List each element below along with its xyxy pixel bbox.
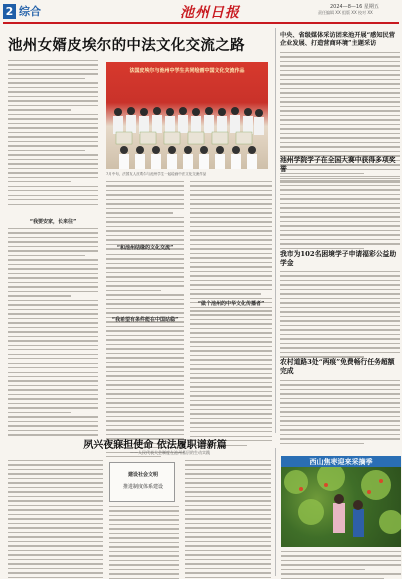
right-mid1-headline: 池州学院学子在全国大赛中获得多项奖誉: [280, 156, 396, 173]
column-divider: [275, 448, 276, 576]
right-mid2-headline: 我市为102名困境学子申请福彩公益助学金: [280, 250, 397, 267]
main-story-column-1: [8, 60, 98, 208]
editor-line: 责任编辑 XX 组版 XX 校对 XX: [318, 10, 373, 15]
right-mid1-body: [280, 176, 400, 252]
newspaper-logo: 池州日报: [180, 5, 240, 21]
photo-caption: 7月中旬，法国友人皮埃尔与池州学生一起绘画中法文化交流作品: [106, 172, 207, 176]
right-top-headline: 中央、省级媒体采访团来池开展“感知民营企业发展、打造营商环境”主题采访: [280, 32, 395, 47]
sidebar-box-title: 建设社会文明: [127, 472, 158, 478]
main-story-column-3: [190, 181, 272, 316]
main-story-column-2: [106, 181, 184, 253]
right-mid3-body: [280, 380, 400, 447]
sidebar-box-subtitle: 推进制度体系建设: [122, 484, 163, 490]
main-story-column-1b: [8, 228, 98, 439]
subhead-3: “我希望有条件能在中国站稳”: [111, 317, 179, 323]
subhead-4: “做个池州的中华文化传播者”: [197, 301, 265, 307]
orchard-title: 西山焦枣迎来采摘季: [281, 456, 401, 468]
bottom-subline: ——人民代表大会制度在池州基层的生动实践: [130, 450, 210, 455]
masthead-rule: [3, 22, 399, 24]
subhead-2: “和池州结缘的文化交流”: [116, 245, 174, 251]
orchard-photo: [281, 467, 401, 547]
main-story-column-3b: [190, 310, 272, 449]
subhead-1: “我要安家，长来往”: [29, 219, 77, 225]
orchard-photo-art: [281, 467, 401, 547]
orchard-caption-lines: [281, 551, 401, 579]
issue-date: 2024—8—16 星期五: [330, 4, 379, 10]
right-mid3-headline: 农村道路3处“两痕”免费畅行任务超额完成: [280, 358, 395, 375]
bottom-headline: 夙兴夜寐担使命 依法履职谱新篇: [83, 440, 227, 451]
section-title: 综合: [19, 5, 41, 18]
group-photo: [106, 62, 268, 169]
sidebar-box: [109, 462, 175, 502]
main-headline: 池州女婿皮埃尔的中法文化交流之路: [8, 37, 245, 54]
page-number: 2: [3, 4, 16, 19]
people-silhouettes: [106, 102, 268, 169]
right-mid2-body: [280, 271, 400, 361]
masthead: [0, 0, 402, 24]
bottom-column-2: [109, 506, 179, 579]
bottom-column-1: [8, 460, 103, 579]
bottom-column-3: [185, 460, 271, 579]
column-divider: [275, 28, 276, 433]
main-story-column-2b: [106, 254, 184, 326]
photo-banner-text: 法国皮埃尔与池州中学生共同绘画中国文化交流作品: [129, 68, 245, 74]
